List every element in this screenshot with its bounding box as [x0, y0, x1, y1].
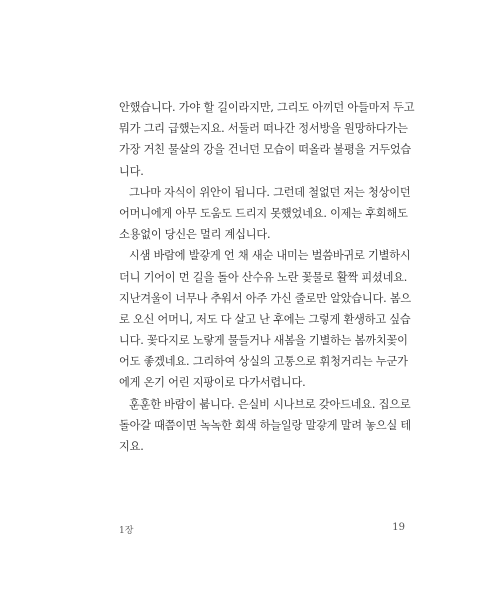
text-line: 가장 거친 물살의 강을 건너던 모습이 떠올라 불평을 거두었습	[119, 143, 412, 157]
paragraph-3	[119, 245, 412, 393]
text-line: 로 오신 어머니, 저도 다 살고 난 후에는 그렇게 환생하고 싶습	[119, 312, 411, 326]
text-line: 안했습니다. 가야 할 길이라지만, 그리도 아끼던 아들마저 두고	[119, 101, 415, 114]
paragraph-1	[119, 97, 415, 182]
text-line: 돌아갈 때쯤이면 녹녹한 회색 하늘일랑 말갛게 말려 놓으실 테	[119, 418, 412, 432]
text-line: 훈훈한 바람이 붑니다. 은실비 시나브로 갖아드네요. 집으로	[129, 397, 411, 411]
paragraph-2	[119, 182, 411, 246]
text-line: 에게 온기 어린 지팡이로 다가서렵니다.	[119, 376, 306, 390]
text-line: 지요.	[119, 440, 144, 453]
text-line: 더니 기어이 먼 길을 돌아 산수유 노란 꽃물로 활짝 피셨네요.	[119, 270, 408, 284]
body-text	[119, 97, 415, 457]
text-line: 니다. 꽃다지로 노랗게 물들거나 새봄을 기별하는 봄까치꽃이	[119, 334, 408, 348]
text-line: 어도 좋겠네요. 그리하여 상실의 고통으로 휘청거리는 누군가	[119, 355, 408, 369]
text-line: 뭐가 그리 급했는지요. 서둘러 떠나간 정서방을 원망하다가는	[119, 122, 408, 136]
text-line: 니다.	[119, 164, 144, 178]
paragraph-4	[119, 394, 412, 458]
text-line: 지난겨울이 너무나 추워서 아주 가신 줄로만 알았습니다. 봄으	[119, 291, 412, 305]
page-number: 19	[392, 522, 405, 533]
text-line: 시샘 바람에 발갛게 언 채 새순 내미는 벌씀바귀로 기별하시	[129, 249, 411, 263]
chapter-label: 1장	[119, 526, 134, 536]
text-line: 그나마 자식이 위안이 됩니다. 그런데 철없던 저는 청상이던	[129, 185, 411, 199]
text-line: 어머니에게 아무 도움도 드리지 못했었네요. 이제는 후회해도	[119, 206, 408, 220]
text-line: 소용없이 당신은 멀리 계십니다.	[119, 228, 271, 242]
